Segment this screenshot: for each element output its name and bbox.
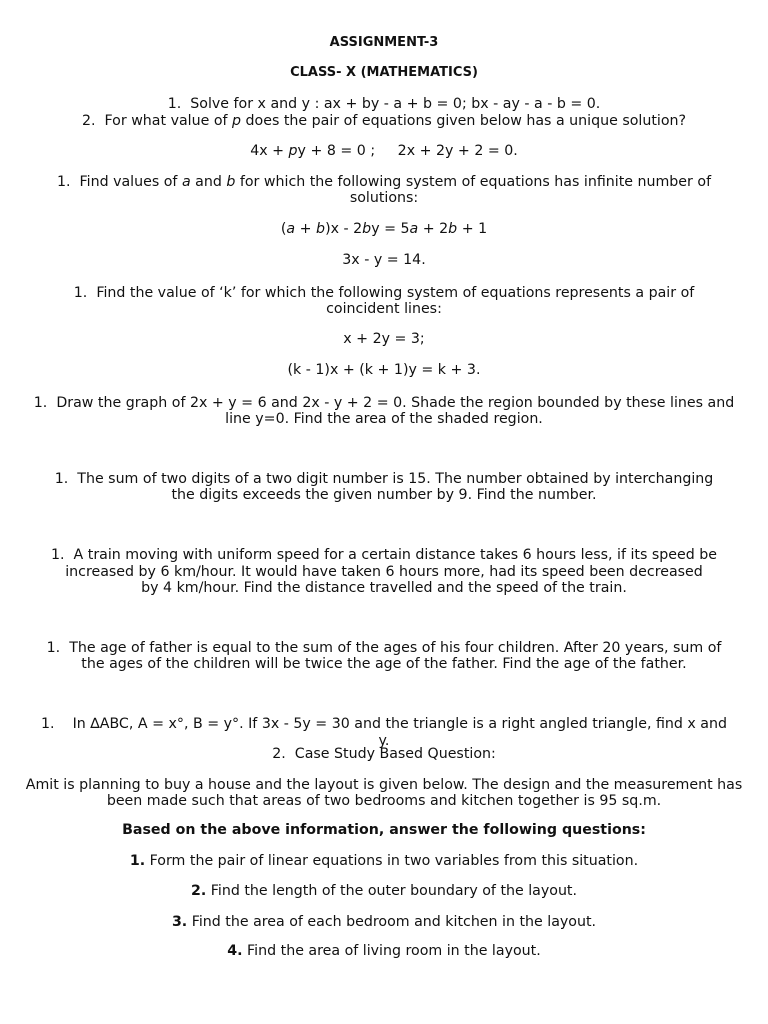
question-text: and <box>190 174 227 190</box>
assignment-title: ASSIGNMENT-3 <box>329 35 439 50</box>
class-subtitle: CLASS- X (MATHEMATICS) <box>290 65 478 80</box>
question-line: the digits exceeds the given number by 9. Find the number. <box>171 487 597 503</box>
question-text: Solve for x and y : ax + by - a + b = 0; bx - ay - a - b = 0. <box>190 96 601 112</box>
question-digits <box>0 471 768 487</box>
question-number: 2. <box>81 113 96 129</box>
eq-part: )x - 2 <box>325 221 363 237</box>
question-age <box>0 640 768 656</box>
question-text-end: does the pair of equations given below has a unique solution? <box>241 113 687 129</box>
equation-part: 4x + <box>250 143 289 159</box>
question-text: for which the following system of equations has infinite number of <box>235 174 712 190</box>
question-triangle <box>0 716 768 732</box>
question-infinite-solutions <box>0 174 768 190</box>
question-line: increased by 6 km/hour. It would have taken 6 hours more, had its speed been decreased <box>65 564 703 580</box>
question-number: 1. <box>56 174 71 190</box>
case-item <box>0 914 768 930</box>
equation-infinite-1 <box>0 221 768 237</box>
eq-part: + <box>295 221 317 237</box>
question-unique-solution <box>0 113 768 129</box>
question-text: The sum of two digits of a two digit number is 15. The number obtained by interchanging <box>77 471 714 487</box>
equation-second: 2x + 2y + 2 = 0. <box>397 143 518 159</box>
question-text: Draw the graph of 2x + y = 6 and 2x - y + 2 = 0. Shade the region bounded by these lines and <box>56 395 735 411</box>
variable-b: b <box>448 221 458 237</box>
eq-part: + 2 <box>418 221 449 237</box>
question-text: The age of father is equal to the sum of the ages of his four children. After 20 years, sum of <box>69 640 722 656</box>
case-study-heading <box>0 746 768 762</box>
equation-coincident-2: (k - 1)x + (k + 1)y = k + 3. <box>287 362 481 378</box>
equation-infinite-2: 3x - y = 14. <box>342 252 426 268</box>
question-line: the ages of the children will be twice the age of the father. Find the age of the father. <box>81 656 687 672</box>
question-number: 1. <box>33 395 48 411</box>
question-train <box>0 547 768 563</box>
variable-a: a <box>286 221 296 237</box>
question-text: In ∆ABC, A = x°, B = y°. If 3x - 5y = 30 and the triangle is a right angled triangle, find x and <box>72 716 728 732</box>
question-coincident-lines <box>0 285 768 301</box>
case-item <box>0 883 768 899</box>
item-text: Find the area of each bedroom and kitchen in the layout. <box>187 914 597 930</box>
question-number: 1. <box>167 96 182 112</box>
case-item <box>0 943 768 959</box>
question-number: 1. <box>54 471 69 487</box>
question-line: by 4 km/hour. Find the distance travelled and the speed of the train. <box>141 580 627 596</box>
case-item <box>0 853 768 869</box>
variable-b: b <box>362 221 372 237</box>
question-number: 1. <box>40 716 55 732</box>
variable-a: a <box>409 221 419 237</box>
case-study-instruction: Based on the above information, answer the following questions: <box>122 822 646 838</box>
eq-part: y = 5 <box>371 221 410 237</box>
item-number: 1. <box>129 853 146 869</box>
question-text: For what value of <box>104 113 233 129</box>
question-line: coincident lines: <box>326 301 442 317</box>
eq-part: ( <box>280 221 287 237</box>
variable-p: p <box>288 143 298 159</box>
question-graph <box>0 395 768 411</box>
question-text: A train moving with uniform speed for a certain distance takes 6 hours less, if its speed be <box>73 547 718 563</box>
equation-coincident-1: x + 2y = 3; <box>343 331 425 347</box>
item-number: 2. <box>190 883 207 899</box>
variable-b: b <box>226 174 236 190</box>
question-solve-xy <box>0 96 768 112</box>
question-number: 1. <box>46 640 61 656</box>
question-number: 1. <box>50 547 65 563</box>
case-study-paragraph: been made such that areas of two bedrooms and kitchen together is 95 sq.m. <box>106 793 662 809</box>
question-text: Find the value of ‘k’ for which the following system of equations represents a pair of <box>96 285 695 301</box>
variable-a: a <box>181 174 191 190</box>
variable-p: p <box>232 113 242 129</box>
item-text: Form the pair of linear equations in two variables from this situation. <box>145 853 639 869</box>
question-text: Find values of <box>79 174 182 190</box>
equation-part: y + 8 = 0 ; <box>297 143 376 159</box>
question-line: line y=0. Find the area of the shaded region. <box>225 411 543 427</box>
question-line: y. <box>378 733 390 749</box>
item-text: Find the length of the outer boundary of the layout. <box>206 883 578 899</box>
eq-part: + 1 <box>457 221 488 237</box>
question-line: solutions: <box>349 190 419 206</box>
item-number: 3. <box>171 914 188 930</box>
case-study-title: Case Study Based Question: <box>294 746 496 762</box>
item-number: 4. <box>227 943 243 959</box>
equation-pair-unique <box>0 143 768 159</box>
item-text: Find the area of living room in the layout. <box>242 943 541 959</box>
question-number: 1. <box>73 285 88 301</box>
case-study-paragraph: Amit is planning to buy a house and the layout is given below. The design and the measurement has <box>25 777 743 793</box>
question-number: 2. <box>272 746 286 762</box>
variable-b: b <box>316 221 326 237</box>
